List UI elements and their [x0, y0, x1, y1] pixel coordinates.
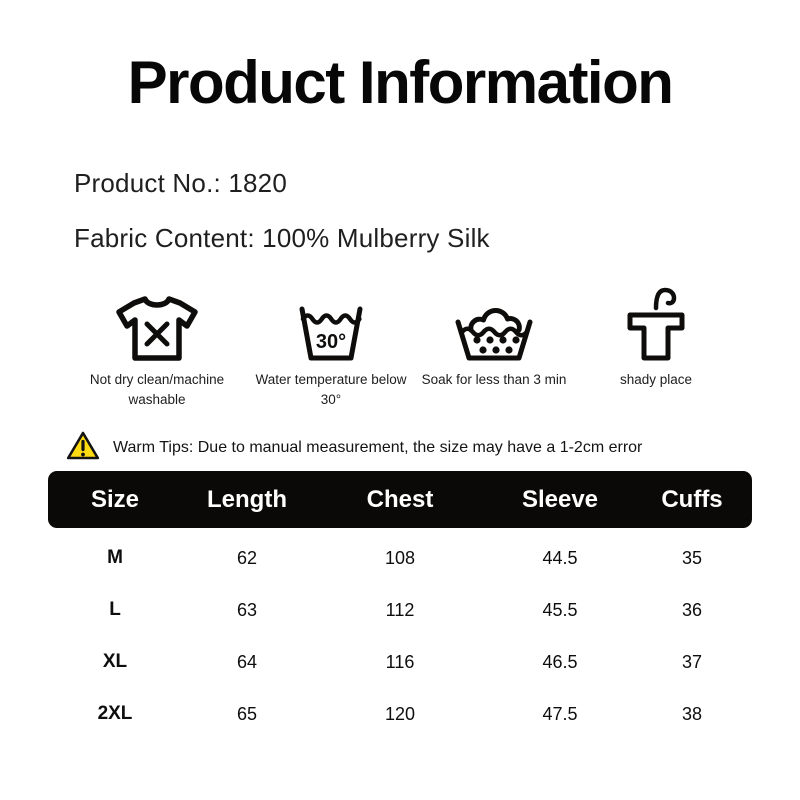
length-cell: 63 [236, 599, 258, 620]
care-label-line2: 30° [320, 392, 342, 407]
care-label-line1: Not dry clean/machine [89, 372, 225, 387]
table-row [48, 532, 752, 584]
length-cell: 65 [236, 703, 258, 724]
size-cell: 2XL [97, 703, 133, 724]
size-table-body [48, 532, 752, 740]
wash-temperature-30-icon [298, 288, 364, 362]
sleeve-cell: 47.5 [542, 703, 578, 724]
chest-cell: 116 [385, 651, 415, 672]
warm-tips-text: Warm Tips: Due to manual measurement, the size may have a 1-2cm error [113, 439, 643, 456]
no-machine-wash-tshirt-icon [113, 288, 201, 362]
care-item-wash-temperature [243, 288, 419, 410]
sleeve-cell: 45.5 [542, 599, 578, 620]
size-cell: XL [102, 651, 128, 672]
column-header-length: Length [207, 485, 287, 513]
soak-time-basin-icon [455, 288, 533, 362]
warning-triangle-icon [66, 430, 100, 466]
care-instructions-row [0, 288, 800, 408]
fabric-content-line: Fabric Content: 100% Mulberry Silk [74, 223, 490, 253]
wash-temperature-text: 30° [315, 331, 347, 353]
sleeve-cell: 46.5 [542, 651, 578, 672]
size-cell: L [109, 599, 121, 620]
care-item-hang-dry [575, 288, 737, 390]
size-cell: M [107, 547, 123, 568]
cuffs-cell: 38 [681, 703, 703, 724]
cuffs-cell: 35 [681, 547, 703, 568]
care-label [422, 370, 567, 390]
column-header-sleeve: Sleeve [521, 485, 599, 513]
column-header-size: Size [90, 485, 140, 513]
column-header-cuffs: Cuffs [661, 485, 723, 513]
care-item-soak-time [404, 288, 584, 390]
care-label-line1: Water temperature below [255, 372, 407, 387]
column-header-chest: Chest [366, 485, 434, 513]
size-table-header [48, 471, 752, 528]
care-label [620, 370, 692, 390]
chest-cell: 108 [384, 547, 416, 568]
sleeve-cell: 44.5 [542, 547, 578, 568]
chest-cell: 112 [385, 599, 415, 620]
page-title: Product Information [127, 49, 673, 116]
table-row [48, 584, 752, 636]
chest-cell: 120 [384, 703, 416, 724]
care-label [90, 370, 224, 410]
warm-tips-row [66, 430, 642, 466]
table-row [48, 636, 752, 688]
cuffs-cell: 36 [681, 599, 703, 620]
care-item-no-machine-wash [72, 288, 242, 410]
care-label [255, 370, 406, 410]
length-cell: 64 [236, 651, 258, 672]
product-no-line: Product No.: 1820 [74, 168, 287, 198]
size-table [48, 471, 752, 740]
hang-dry-shade-icon [625, 288, 687, 362]
length-cell: 62 [236, 547, 258, 568]
cuffs-cell: 37 [681, 651, 703, 672]
care-label-line1: shady place [619, 372, 693, 387]
table-row [48, 688, 752, 740]
care-label-line2: washable [128, 392, 186, 407]
care-label-line1: Soak for less than 3 min [421, 372, 567, 387]
